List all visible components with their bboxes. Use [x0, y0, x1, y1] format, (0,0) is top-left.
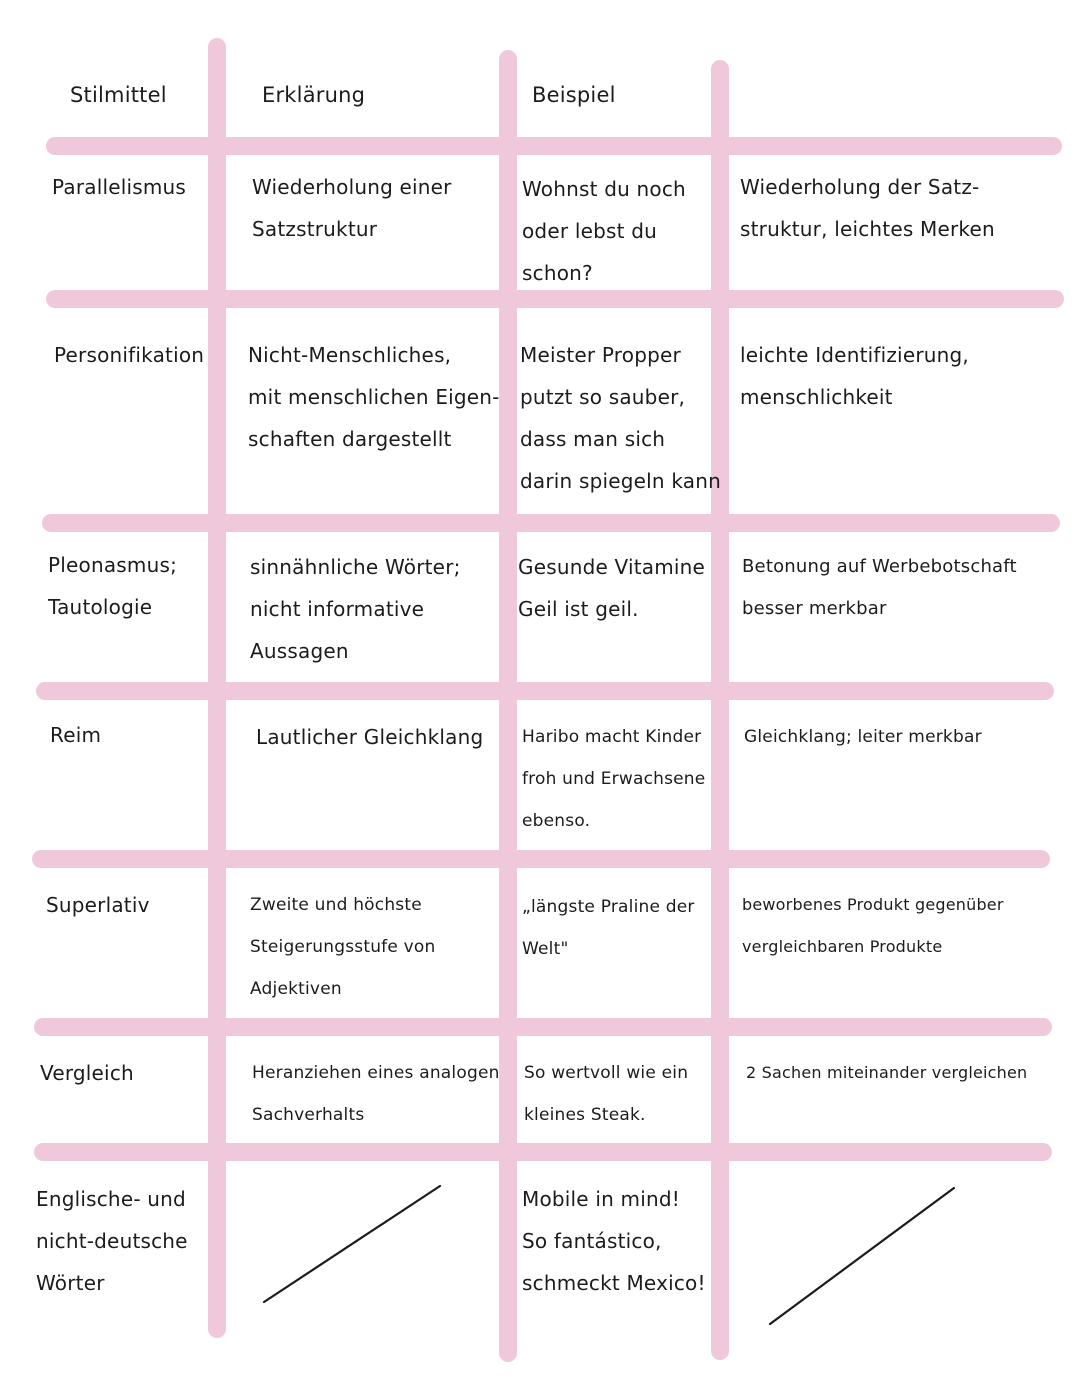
beispiel-cell: Wohnst du noch oder lebst du schon? — [522, 177, 686, 285]
wirkung-cell: Betonung auf Werbebotschaft besser merkbar — [742, 556, 1017, 619]
grid-row-line — [34, 1143, 1052, 1161]
stilmittel-cell: Superlativ — [46, 893, 150, 917]
erklaerung-cell: Wiederholung einer Satzstruktur — [252, 175, 452, 241]
empty-cell-strike-line — [258, 1180, 448, 1310]
wirkung-cell: leichte Identifizierung, menschlichkeit — [740, 343, 969, 409]
beispiel-cell: Haribo macht Kinder froh und Erwachsene ebenso. — [522, 727, 706, 831]
stilmittel-cell: Personifikation — [54, 343, 205, 367]
erklaerung-cell: sinnähnliche Wörter; nicht informative Aussagen — [250, 555, 461, 663]
beispiel-cell: Gesunde Vitamine Geil ist geil. — [518, 555, 706, 621]
grid-column-line — [711, 60, 729, 1360]
wirkung-cell: Gleichklang; leiter merkbar — [744, 727, 982, 747]
wirkung-cell: beworbenes Produkt gegenüber vergleichbaren Produkte — [742, 895, 1004, 956]
stilmittel-cell: Pleonasmus; Tautologie — [48, 553, 178, 619]
grid-row-line — [36, 682, 1054, 700]
grid-row-line — [32, 850, 1050, 868]
beispiel-cell: Meister Propper putzt so sauber, dass man sich darin spiegeln kann — [520, 343, 721, 493]
erklaerung-cell: Nicht-Menschliches, mit menschlichen Eigen- schaften dargestellt — [248, 343, 500, 451]
stilmittel-cell: Vergleich — [40, 1061, 134, 1085]
stilmittel-cell: Parallelismus — [52, 175, 187, 199]
header-beispiel: Beispiel — [532, 83, 616, 107]
beispiel-cell: Mobile in mind! So fantástico, schmeckt Mexico! — [522, 1187, 706, 1295]
grid-row-line — [42, 514, 1060, 532]
header-stilmittel: Stilmittel — [70, 83, 167, 107]
grid-row-line — [34, 1018, 1052, 1036]
grid-column-line — [499, 50, 517, 1362]
stilmittel-cell: Reim — [50, 723, 102, 747]
erklaerung-cell: Zweite und höchste Steigerungsstufe von Adjektiven — [250, 895, 436, 999]
wirkung-cell: Wiederholung der Satz- struktur, leichtes Merken — [740, 175, 995, 241]
erklaerung-cell: Lautlicher Gleichklang — [256, 725, 484, 749]
beispiel-cell: „längste Praline der Welt" — [522, 897, 695, 959]
stilmittel-cell: Englische- und nicht-deutsche Wörter — [36, 1187, 188, 1295]
wirkung-cell: 2 Sachen miteinander vergleichen — [746, 1063, 1028, 1082]
header-erklaerung: Erklärung — [262, 83, 366, 107]
empty-cell-strike-line — [764, 1182, 964, 1332]
beispiel-cell: So wertvoll wie ein kleines Steak. — [524, 1063, 689, 1125]
erklaerung-cell: Heranziehen eines analogen Sachverhalts — [252, 1063, 500, 1125]
grid-row-line — [46, 137, 1062, 155]
